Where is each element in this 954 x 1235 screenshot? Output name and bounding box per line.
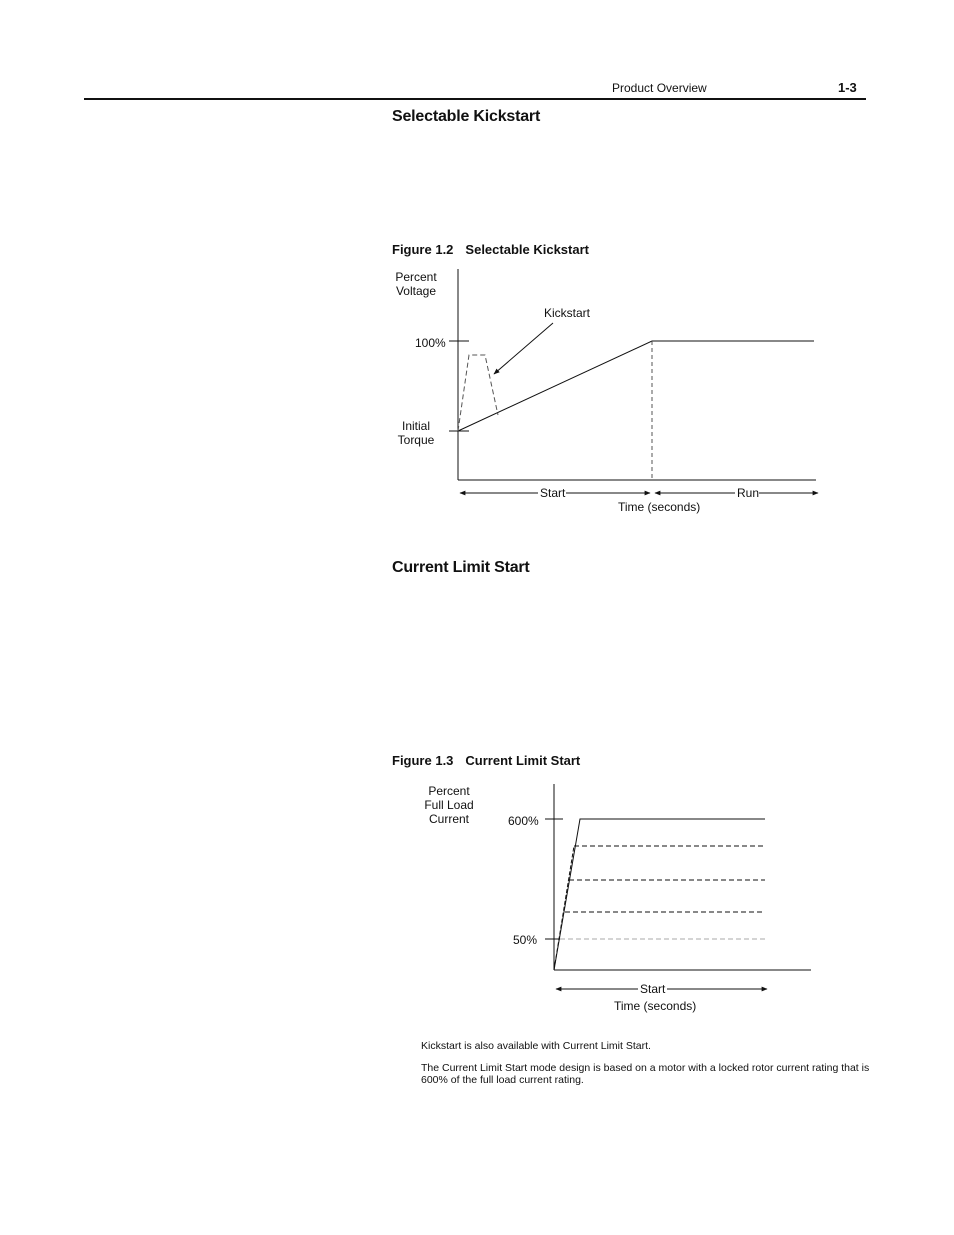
fig3-y-label-line2: Full Load	[424, 798, 474, 812]
fig2-tick-100-label: 100%	[415, 336, 446, 350]
fig2-y-label	[388, 270, 444, 298]
fig2-kickstart-pulse	[458, 355, 498, 431]
figure-1-3-title: Current Limit Start	[465, 753, 581, 768]
fig2-start-label: Start	[540, 486, 566, 500]
fig3-tick-50-label: 50%	[513, 933, 538, 947]
fig2-x-label: Time (seconds)	[618, 500, 701, 514]
fig2-kickstart-label: Kickstart	[544, 306, 591, 320]
fig2-initial-line2: Torque	[397, 433, 435, 447]
fig3-start-label: Start	[640, 982, 666, 996]
fig3-x-label: Time (seconds)	[614, 999, 697, 1013]
figure-1-2-title: Selectable Kickstart	[465, 242, 589, 257]
fig2-voltage-ramp	[458, 341, 814, 431]
fig3-y-label-line1: Percent	[428, 784, 470, 798]
fig2-initial-torque-label	[392, 419, 440, 447]
page-number: 1-3	[838, 80, 857, 95]
fig3-y-label	[414, 784, 484, 826]
figure-1-3-number: Figure 1.3	[392, 753, 454, 768]
figure-1-3-caption	[392, 753, 580, 768]
header-rule	[84, 98, 866, 100]
note-kickstart: Kickstart is also available with Current Limit Start.	[421, 1040, 651, 1052]
section-title-kickstart: Selectable Kickstart	[392, 108, 541, 125]
fig2-kickstart-pointer	[494, 323, 553, 374]
fig2-initial-line1: Initial	[401, 419, 430, 433]
fig2-run-label: Run	[737, 486, 760, 500]
fig3-y-label-line3: Current	[428, 812, 469, 826]
fig3-current-600	[554, 819, 765, 970]
figure-1-2-number: Figure 1.2	[392, 242, 454, 257]
fig2-y-label-line2: Voltage	[395, 284, 437, 298]
note-current-limit: The Current Limit Start mode design is based on a motor with a locked rotor current rating that is 600% of the full load current rating.	[421, 1062, 870, 1086]
figure-1-2-caption	[392, 242, 589, 257]
fig2-y-label-line1: Percent	[395, 270, 437, 284]
fig3-ramp-dash	[554, 846, 574, 970]
fig3-tick-600-label: 600%	[508, 814, 539, 828]
section-title-current-limit: Current Limit Start	[392, 559, 530, 576]
running-header: Product Overview	[612, 81, 707, 95]
